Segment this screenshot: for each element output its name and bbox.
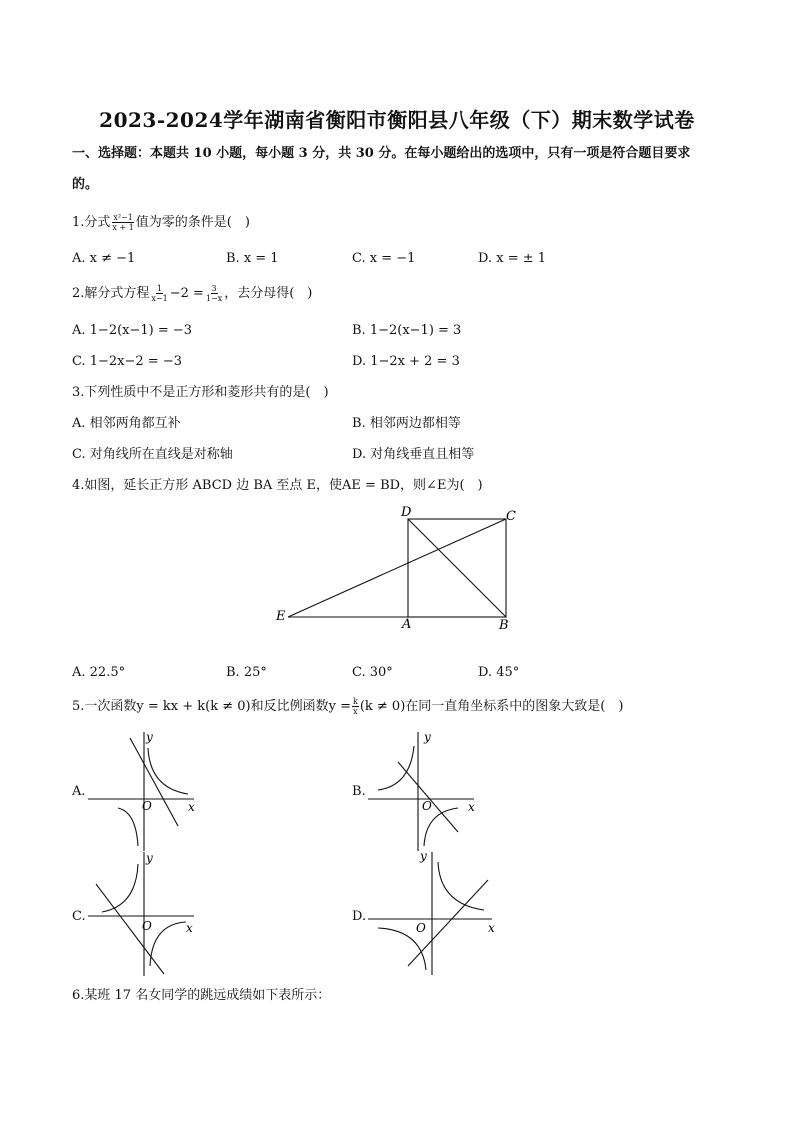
- label-d: D: [401, 505, 412, 520]
- q5-option-c-label: C.: [72, 909, 86, 924]
- q2-prefix: 2.解分式方程: [72, 286, 150, 301]
- q4-option-d: D. 45°: [478, 665, 520, 680]
- q4-square-figure: [270, 502, 530, 634]
- question-5: [72, 697, 623, 716]
- q4-option-c: C. 30°: [352, 665, 393, 680]
- q5-option-b-label: B.: [352, 784, 366, 799]
- q5-fraction: [352, 697, 359, 716]
- y-axis-label: y: [424, 730, 431, 744]
- q2-frac2-den: 1−x: [205, 294, 223, 303]
- q2-frac2-num: 3: [211, 284, 217, 293]
- linear-function-line: [130, 738, 178, 826]
- q5-graph-d: [368, 848, 500, 978]
- hyperbola-branch-1: [438, 862, 484, 910]
- x-axis-label: x: [488, 921, 495, 935]
- q2-suffix: ，去分母得( ): [224, 286, 313, 301]
- q1-fraction: [111, 213, 134, 232]
- page-title: 2023-2024学年湖南省衡阳市衡阳县八年级（下）期末数学试卷: [99, 108, 695, 132]
- q5-graph-a: [88, 728, 208, 853]
- q5-frac-num: k: [352, 697, 358, 706]
- x-axis-label: x: [468, 800, 475, 814]
- q3-option-b: B. 相邻两边都相等: [352, 416, 461, 431]
- hyperbola-branch-1: [102, 864, 138, 912]
- q2-fraction-1: [150, 284, 168, 303]
- label-e: E: [276, 609, 286, 624]
- linear-function-line: [398, 762, 458, 832]
- q2-frac1-den: x−1: [151, 294, 168, 303]
- question-1: [72, 213, 250, 232]
- origin-label: O: [142, 919, 152, 933]
- q5-graph-c: [88, 850, 208, 978]
- q2-fraction-2: [205, 284, 223, 303]
- q5-option-a-label: A.: [72, 784, 86, 799]
- question-6: 6.某班 17 名女同学的跳远成绩如下表所示：: [72, 988, 331, 1003]
- q5-frac-den: x: [353, 707, 358, 716]
- q5-prefix: 5.一次函数y = kx + k(k ≠ 0)和反比例函数y =: [72, 699, 351, 714]
- q2-option-b: B. 1−2(x−1) = 3: [352, 323, 462, 338]
- q1-prefix: 1.分式: [72, 215, 111, 230]
- y-axis-label: y: [146, 851, 153, 865]
- q1-frac-den: x + 1: [112, 223, 134, 232]
- label-c: C: [506, 509, 516, 524]
- linear-function-line: [96, 884, 164, 974]
- hyperbola-branch-2: [424, 808, 458, 846]
- x-axis-label: x: [186, 921, 193, 935]
- question-2: [72, 284, 312, 303]
- q3-option-a: A. 相邻两角都互补: [72, 416, 181, 431]
- segment-ec: [288, 519, 506, 617]
- q4-option-b: B. 25°: [226, 665, 267, 680]
- q2-option-c: C. 1−2x−2 = −3: [72, 354, 182, 369]
- q2-frac1-num: 1: [157, 284, 163, 293]
- hyperbola-branch-1: [378, 746, 414, 790]
- hyperbola-branch-2: [118, 808, 138, 846]
- origin-label: O: [142, 799, 152, 813]
- y-axis-label: y: [146, 730, 153, 744]
- label-a: A: [402, 617, 412, 632]
- q2-middle: −2 =: [169, 286, 204, 301]
- origin-label: O: [422, 799, 432, 813]
- q1-frac-num: x²−1: [113, 213, 133, 222]
- question-4: 4.如图，延长正方形 ABCD 边 BA 至点 E，使AE = BD，则∠E为( ): [72, 478, 483, 493]
- question-3: 3.下列性质中不是正方形和菱形共有的是( ): [72, 385, 329, 400]
- q2-option-d: D. 1−2x + 2 = 3: [352, 354, 460, 369]
- q2-option-a: A. 1−2(x−1) = −3: [72, 323, 193, 338]
- hyperbola-branch-1: [148, 748, 188, 794]
- y-axis-label: y: [420, 849, 427, 863]
- q3-option-d: D. 对角线垂直且相等: [352, 447, 475, 462]
- label-b: B: [499, 618, 509, 633]
- q5-suffix: (k ≠ 0)在同一直角坐标系中的图象大致是( ): [359, 699, 624, 714]
- x-axis-label: x: [188, 800, 195, 814]
- section-heading-line2: 的。: [72, 177, 99, 192]
- hyperbola-branch-2: [150, 922, 186, 966]
- q5-option-d-label: D.: [352, 909, 367, 924]
- q1-option-d: D. x = ± 1: [478, 251, 547, 266]
- q1-option-b: B. x = 1: [226, 251, 279, 266]
- section-heading-line1: 一、选择题：本题共 10 小题，每小题 3 分，共 30 分。在每小题给出的选项中，只有一项是符合题目要求: [72, 146, 691, 161]
- q1-suffix: 值为零的条件是( ): [135, 215, 250, 230]
- origin-label: O: [416, 921, 426, 935]
- q5-graph-b: [368, 728, 488, 853]
- diagonal-db: [408, 519, 506, 617]
- q3-option-c: C. 对角线所在直线是对称轴: [72, 447, 233, 462]
- q4-option-a: A. 22.5°: [72, 665, 126, 680]
- q1-option-a: A. x ≠ −1: [72, 251, 136, 266]
- q1-option-c: C. x = −1: [352, 251, 416, 266]
